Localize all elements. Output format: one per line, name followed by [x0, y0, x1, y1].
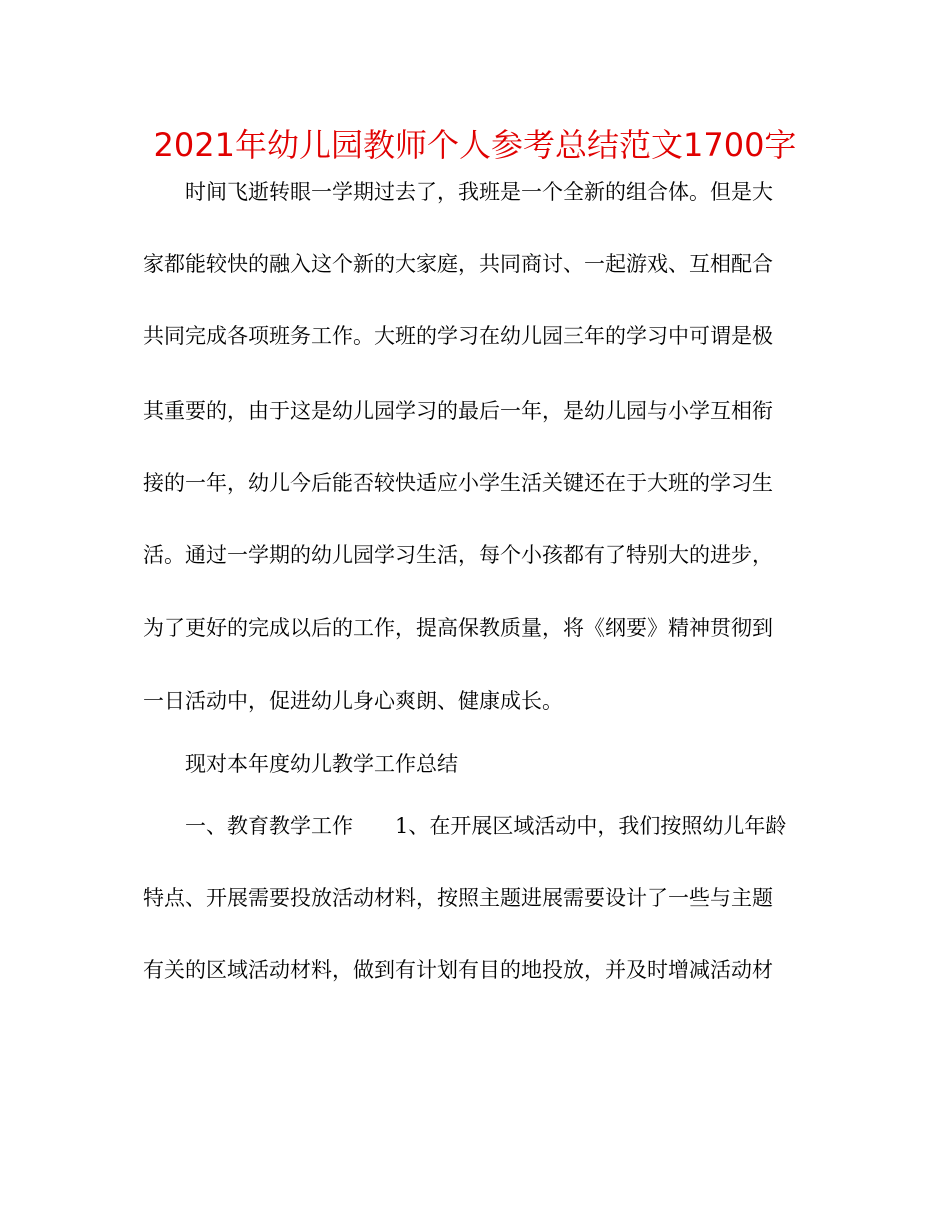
paragraph-line: 时间飞逝转眼一学期过去了，我班是一个全新的组合体。但是大 [185, 180, 773, 204]
paragraph-line: 特点、开展需要投放活动材料，按照主题进展需要设计了一些与主题 [143, 886, 773, 910]
paragraph-line: 家都能较快的融入这个新的大家庭，共同商讨、一起游戏、互相配合 [143, 252, 773, 276]
paragraph-line: 现对本年度幼儿教学工作总结 [185, 752, 458, 776]
paragraph-line: 一日活动中，促进幼儿身心爽朗、健康成长。 [143, 689, 563, 713]
paragraph-line: 其重要的，由于这是幼儿园学习的最后一年，是幼儿园与小学互相衔 [143, 399, 773, 423]
paragraph-line: 一、教育教学工作 1、在开展区域活动中，我们按照幼儿年龄 [185, 814, 787, 838]
document-title: 2021年幼儿园教师个人参考总结范文1700字 [153, 126, 797, 164]
paragraph-line: 为了更好的完成以后的工作，提高保教质量，将《纲要》精神贯彻到 [143, 616, 773, 640]
paragraph-line: 活。通过一学期的幼儿园学习生活，每个小孩都有了特别大的进步， [143, 543, 773, 567]
paragraph-line: 接的一年，幼儿今后能否较快适应小学生活关键还在于大班的学习生 [143, 471, 773, 495]
paragraph-line: 有关的区域活动材料，做到有计划有目的地投放，并及时增减活动材 [143, 958, 773, 982]
paragraph-line: 共同完成各项班务工作。大班的学习在幼儿园三年的学习中可谓是极 [143, 324, 773, 348]
